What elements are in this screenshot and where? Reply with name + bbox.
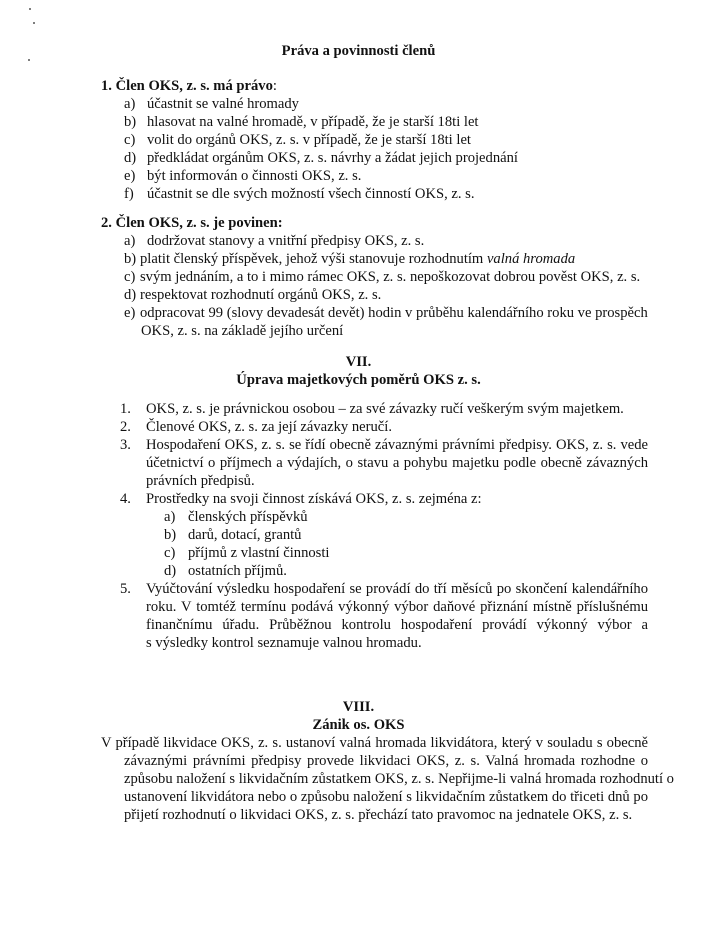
section1-heading (101, 77, 277, 95)
list-item (124, 131, 471, 149)
numbered-item-paragraph (146, 580, 648, 652)
chapter8-numeral: VIII. (342, 699, 375, 715)
list-item-text: svým jednáním, a to i mimo rámec OKS, z. s. nepoškozovat dobrou pověst OKS, z. s. (140, 269, 641, 285)
list-item-text: respektovat rozhodnutí orgánů OKS, z. s. (140, 287, 382, 303)
list-item-text: příjmů z vlastní činnosti (188, 545, 330, 561)
section2-heading-number: 2. (101, 215, 112, 231)
paragraph-line: způsobu naložení s likvidačním zůstatkem OKS, z. s. Nepřijme-li valná hromada rozhodnutí o (124, 771, 674, 787)
paragraph-line: Hospodaření OKS, z. s. se řídí obecně závaznými právními předpisy. OKS, z. s. vede (146, 437, 648, 453)
list-marker: a) (124, 96, 136, 112)
list-marker: b) (164, 527, 177, 543)
section1-heading-text: Člen OKS, z. s. má právo (115, 78, 273, 94)
list-item (124, 304, 648, 322)
list-item-text: předkládat orgánům OKS, z. s. návrhy a žádat jejich projednání (147, 150, 518, 166)
document-title: Práva a povinnosti členů (281, 43, 436, 59)
list-marker: a) (124, 233, 136, 249)
list-item (164, 562, 287, 580)
section2-heading (101, 214, 283, 232)
list-item (164, 508, 308, 526)
paragraph-line: finančnímu úřadu. Průběžnou kontrolu hospodaření provádí výkonný výbor a (146, 617, 648, 633)
list-item-italic-text: valná hromada (486, 251, 576, 267)
list-item-text: odpracovat 99 (slovy devadesát devět) hodin v průběhu kalendářního roku ve prospěch (140, 305, 648, 321)
chapter8-paragraph (101, 734, 674, 824)
list-marker: d) (164, 563, 177, 579)
list-item (124, 113, 479, 131)
chapter7-numeral: VII. (345, 354, 372, 370)
section2-heading-text: Člen OKS, z. s. je povinen: (115, 215, 283, 231)
list-item (124, 250, 575, 268)
list-marker: f) (124, 186, 134, 202)
chapter7-title: Úprava majetkových poměrů OKS z. s. (236, 372, 481, 388)
list-item-text: Prostředky na svoji činnost získává OKS, z. s. zejména z: (146, 491, 482, 507)
list-item-text: účastnit se valné hromady (147, 96, 299, 112)
list-item (124, 95, 299, 113)
list-item (124, 232, 424, 250)
list-marker: 3. (120, 437, 131, 453)
list-marker: 1. (120, 401, 131, 417)
paragraph-line: závaznými právními předpisy provede likvidaci OKS, z. s. Valná hromada rozhodne o (124, 753, 648, 769)
paragraph-line: právních předpisů. (146, 473, 255, 489)
numbered-item (120, 418, 392, 436)
section1-heading-colon: : (272, 78, 277, 94)
numbered-item-paragraph (146, 436, 648, 490)
list-marker: d) (124, 150, 137, 166)
section1-heading-number: 1. (101, 78, 112, 94)
list-item-text: Členové OKS, z. s. za její závazky neručí. (146, 419, 392, 435)
numbered-item (120, 400, 624, 418)
list-item-text: platit členský příspěvek, jehož výši stanovuje rozhodnutím (140, 251, 487, 267)
chapter8-title: Zánik os. OKS (312, 717, 405, 733)
list-marker: e) (124, 305, 136, 321)
list-marker: d) (124, 287, 137, 303)
list-item (164, 526, 301, 544)
paragraph-line: účetnictví o příjmech a výdajích, o stavu a pohybu majetku podle obecně závazných (146, 455, 648, 471)
list-marker: 2. (120, 419, 131, 435)
list-item (124, 268, 640, 286)
list-item-text: OKS, z. s. je právnickou osobou – za své závazky ručí veškerým svým majetkem. (146, 401, 624, 417)
list-marker: c) (124, 269, 136, 285)
list-marker: c) (124, 132, 136, 148)
list-marker: 5. (120, 581, 131, 597)
list-marker: c) (164, 545, 176, 561)
list-item-text: volit do orgánů OKS, z. s. v případě, že je starší 18ti let (147, 132, 471, 148)
scan-speck (29, 8, 31, 10)
list-item (124, 149, 518, 167)
list-item-text: darů, dotací, grantů (188, 527, 302, 543)
paragraph-line: roku. V tomtéž termínu podává výkonný výbor daňové přiznání místně příslušnému (146, 599, 648, 615)
list-item-text: dodržovat stanovy a vnitřní předpisy OKS, z. s. (147, 233, 425, 249)
list-item-text: hlasovat na valné hromadě, v případě, že je starší 18ti let (147, 114, 479, 130)
scan-speck (33, 22, 35, 24)
list-item (124, 185, 475, 203)
list-item-continuation: OKS, z. s. na základě jejího určení (141, 323, 344, 339)
paragraph-line: přijetí rozhodnutí o likvidaci OKS, z. s. přechází tato pravomoc na jednatele OKS, z. s. (124, 807, 633, 823)
list-item (124, 167, 361, 185)
list-marker: b) (124, 114, 137, 130)
paragraph-line: V případě likvidace OKS, z. s. ustanoví valná hromada likvidátora, který v souladu s obecně (101, 735, 648, 751)
list-marker: e) (124, 168, 136, 184)
list-item-text: ostatních příjmů. (188, 563, 287, 579)
paragraph-line: ustanovení likvidátora nebo o způsobu naložení s likvidačním zůstatkem do třiceti dnů po (124, 789, 648, 805)
paragraph-line: s výsledky kontrol seznamuje valnou hromadu. (146, 635, 422, 651)
list-item (124, 286, 381, 304)
list-marker: b) (124, 251, 137, 267)
list-item-text: účastnit se dle svých možností všech činností OKS, z. s. (147, 186, 475, 202)
list-marker: a) (164, 509, 176, 525)
list-item-text: členských příspěvků (188, 509, 308, 525)
list-item (164, 544, 329, 562)
list-marker: 4. (120, 491, 131, 507)
numbered-item (120, 490, 482, 508)
paragraph-line: Vyúčtování výsledku hospodaření se provádí do tří měsíců po skončení kalendářního (146, 581, 648, 597)
list-item-text: být informován o činnosti OKS, z. s. (147, 168, 362, 184)
